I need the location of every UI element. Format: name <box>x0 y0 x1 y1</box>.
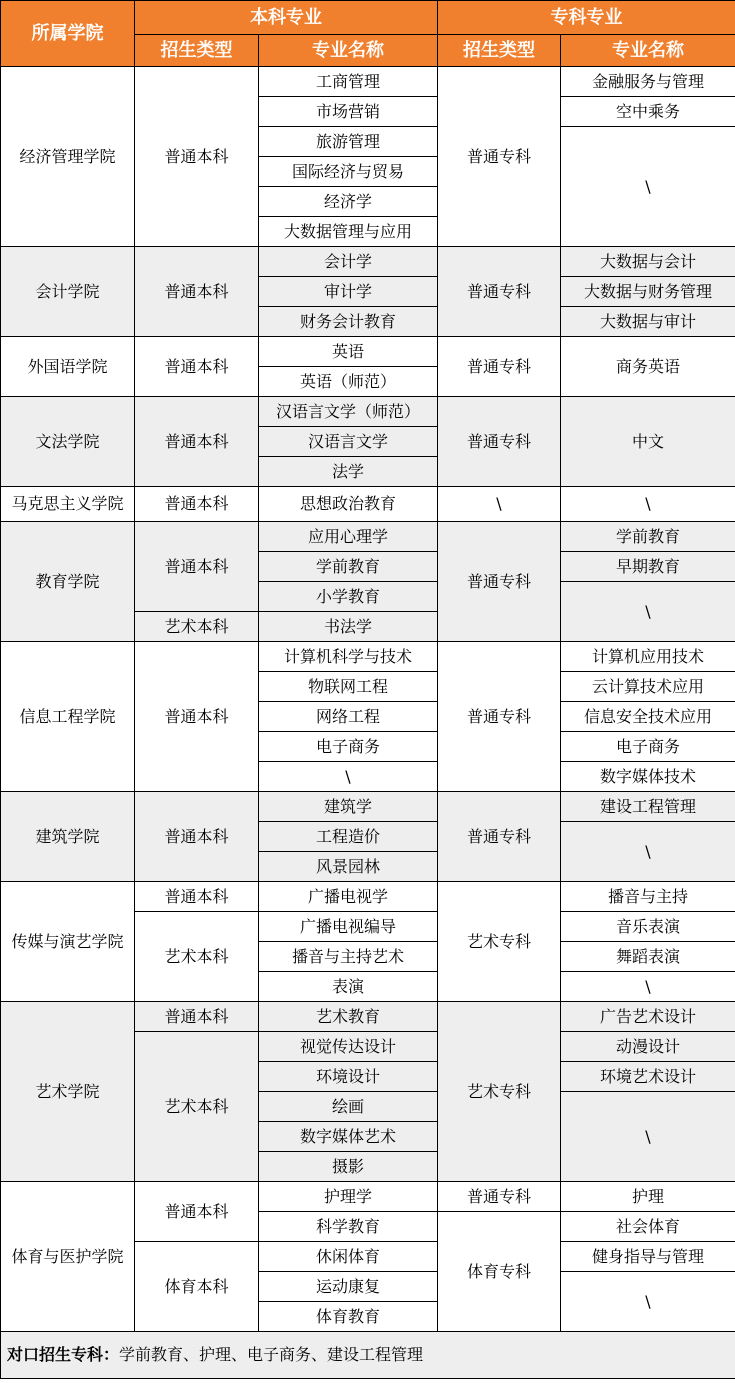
junior-major: 学前教育 <box>561 522 735 552</box>
undergrad-major: 应用心理学 <box>259 522 438 552</box>
table-row <box>1 792 735 822</box>
junior-major: 大数据与会计 <box>561 247 735 277</box>
table-row <box>1 67 735 97</box>
table-row <box>1 487 735 522</box>
undergrad-type: 普通本科 <box>135 337 259 397</box>
undergrad-major: 环境设计 <box>259 1062 438 1092</box>
junior-major: \ <box>561 127 735 247</box>
undergrad-major: 思想政治教育 <box>259 487 438 522</box>
junior-major: 商务英语 <box>561 337 735 397</box>
undergrad-major: 数字媒体艺术 <box>259 1122 438 1152</box>
footer-text: 学前教育、护理、电子商务、建设工程管理 <box>119 1345 424 1364</box>
table-row <box>1 642 735 672</box>
undergrad-major: 市场营销 <box>259 97 438 127</box>
undergrad-major: 视觉传达设计 <box>259 1032 438 1062</box>
junior-major: 广告艺术设计 <box>561 1002 735 1032</box>
undergrad-major: 体育教育 <box>259 1302 438 1332</box>
college-group <box>1 1182 735 1332</box>
junior-major: 早期教育 <box>561 552 735 582</box>
junior-type: 普通专科 <box>438 642 561 792</box>
junior-type: 普通专科 <box>438 247 561 337</box>
junior-major: \ <box>561 822 735 882</box>
junior-major: 舞蹈表演 <box>561 942 735 972</box>
undergrad-type: 艺术本科 <box>135 912 259 1002</box>
college-group <box>1 397 735 487</box>
undergrad-type: 普通本科 <box>135 487 259 522</box>
college-name: 信息工程学院 <box>1 642 135 792</box>
college-name: 艺术学院 <box>1 1002 135 1182</box>
undergrad-major: 休闲体育 <box>259 1242 438 1272</box>
undergrad-major: 风景园林 <box>259 852 438 882</box>
undergrad-type: 普通本科 <box>135 1182 259 1242</box>
undergrad-type: 艺术本科 <box>135 1032 259 1182</box>
junior-major: 护理 <box>561 1182 735 1212</box>
college-name: 建筑学院 <box>1 792 135 882</box>
junior-enroll-type-header: 招生类型 <box>438 35 561 67</box>
college-header: 所属学院 <box>1 1 135 67</box>
table-row <box>1 882 735 912</box>
undergrad-major: 工程造价 <box>259 822 438 852</box>
footer-label: 对口招生专科： <box>7 1345 120 1364</box>
table-row <box>1 1002 735 1032</box>
college-group <box>1 1002 735 1182</box>
undergrad-major: 绘画 <box>259 1092 438 1122</box>
college-group <box>1 882 735 1002</box>
undergrad-major: 旅游管理 <box>259 127 438 157</box>
undergrad-type: 普通本科 <box>135 247 259 337</box>
junior-major: 云计算技术应用 <box>561 672 735 702</box>
undergrad-major: \ <box>259 762 438 792</box>
college-group <box>1 487 735 522</box>
footer-row <box>1 1332 735 1379</box>
undergrad-major: 电子商务 <box>259 732 438 762</box>
college-group <box>1 247 735 337</box>
junior-major: \ <box>561 972 735 1002</box>
junior-type: 体育专科 <box>438 1212 561 1332</box>
junior-major: 播音与主持 <box>561 882 735 912</box>
college-name: 会计学院 <box>1 247 135 337</box>
junior-major: 中文 <box>561 397 735 487</box>
undergrad-major-name-header: 专业名称 <box>259 35 438 67</box>
junior-major: 建设工程管理 <box>561 792 735 822</box>
college-name: 教育学院 <box>1 522 135 642</box>
undergrad-major: 书法学 <box>259 612 438 642</box>
junior-major: \ <box>561 582 735 642</box>
undergrad-major: 护理学 <box>259 1182 438 1212</box>
junior-type: 普通专科 <box>438 337 561 397</box>
undergrad-type: 普通本科 <box>135 67 259 247</box>
junior-major: 金融服务与管理 <box>561 67 735 97</box>
undergrad-major: 英语 <box>259 337 438 367</box>
junior-type: 普通专科 <box>438 1182 561 1212</box>
junior-major: 音乐表演 <box>561 912 735 942</box>
undergrad-major: 英语（师范） <box>259 367 438 397</box>
undergrad-enroll-type-header: 招生类型 <box>135 35 259 67</box>
table-header <box>1 1 735 67</box>
junior-major: 空中乘务 <box>561 97 735 127</box>
table-footer <box>1 1332 735 1379</box>
undergrad-type: 艺术本科 <box>135 612 259 642</box>
undergrad-major: 建筑学 <box>259 792 438 822</box>
junior-major: 电子商务 <box>561 732 735 762</box>
undergrad-type: 普通本科 <box>135 642 259 792</box>
college-name: 体育与医护学院 <box>1 1182 135 1332</box>
undergrad-type: 普通本科 <box>135 397 259 487</box>
junior-major: 大数据与财务管理 <box>561 277 735 307</box>
table-row <box>1 247 735 277</box>
junior-major: \ <box>561 1272 735 1332</box>
undergrad-major: 艺术教育 <box>259 1002 438 1032</box>
junior-type: 艺术专科 <box>438 882 561 1002</box>
college-name: 传媒与演艺学院 <box>1 882 135 1002</box>
undergrad-major: 物联网工程 <box>259 672 438 702</box>
junior-major: 健身指导与管理 <box>561 1242 735 1272</box>
undergrad-major: 会计学 <box>259 247 438 277</box>
college-name: 马克思主义学院 <box>1 487 135 522</box>
college-group <box>1 522 735 642</box>
junior-major: 计算机应用技术 <box>561 642 735 672</box>
undergrad-header: 本科专业 <box>135 1 438 35</box>
table-row <box>1 1182 735 1212</box>
undergrad-type: 普通本科 <box>135 1002 259 1032</box>
college-group <box>1 67 735 247</box>
junior-major: 大数据与审计 <box>561 307 735 337</box>
junior-type: \ <box>438 487 561 522</box>
junior-major: 社会体育 <box>561 1212 735 1242</box>
undergrad-type: 普通本科 <box>135 792 259 882</box>
undergrad-major: 小学教育 <box>259 582 438 612</box>
undergrad-major: 表演 <box>259 972 438 1002</box>
undergrad-major: 经济学 <box>259 187 438 217</box>
junior-major: \ <box>561 487 735 522</box>
undergrad-type: 普通本科 <box>135 882 259 912</box>
junior-major: 数字媒体技术 <box>561 762 735 792</box>
junior-header: 专科专业 <box>438 1 735 35</box>
college-group <box>1 642 735 792</box>
undergrad-major: 国际经济与贸易 <box>259 157 438 187</box>
college-name: 经济管理学院 <box>1 67 135 247</box>
undergrad-major: 网络工程 <box>259 702 438 732</box>
table-row <box>1 397 735 427</box>
junior-type: 普通专科 <box>438 792 561 882</box>
junior-major-name-header: 专业名称 <box>561 35 735 67</box>
junior-type: 艺术专科 <box>438 1002 561 1182</box>
undergrad-major: 计算机科学与技术 <box>259 642 438 672</box>
junior-major: 动漫设计 <box>561 1032 735 1062</box>
junior-type: 普通专科 <box>438 397 561 487</box>
table-row <box>1 337 735 367</box>
undergrad-major: 大数据管理与应用 <box>259 217 438 247</box>
undergrad-major: 审计学 <box>259 277 438 307</box>
undergrad-major: 汉语言文学（师范） <box>259 397 438 427</box>
college-name: 外国语学院 <box>1 337 135 397</box>
junior-major: \ <box>561 1092 735 1182</box>
junior-type: 普通专科 <box>438 67 561 247</box>
undergrad-major: 广播电视学 <box>259 882 438 912</box>
undergrad-type: 普通本科 <box>135 522 259 612</box>
table-row <box>1 522 735 552</box>
undergrad-major: 运动康复 <box>259 1272 438 1302</box>
undergrad-major: 汉语言文学 <box>259 427 438 457</box>
undergrad-major: 财务会计教育 <box>259 307 438 337</box>
college-group <box>1 792 735 882</box>
undergrad-major: 播音与主持艺术 <box>259 942 438 972</box>
undergrad-major: 广播电视编导 <box>259 912 438 942</box>
college-group <box>1 337 735 397</box>
undergrad-major: 工商管理 <box>259 67 438 97</box>
junior-major: 信息安全技术应用 <box>561 702 735 732</box>
undergrad-major: 科学教育 <box>259 1212 438 1242</box>
junior-type: 普通专科 <box>438 522 561 642</box>
undergrad-major: 学前教育 <box>259 552 438 582</box>
undergrad-major: 摄影 <box>259 1152 438 1182</box>
undergrad-type: 体育本科 <box>135 1242 259 1332</box>
junior-major: 环境艺术设计 <box>561 1062 735 1092</box>
college-name: 文法学院 <box>1 397 135 487</box>
footer-cell <box>1 1332 735 1379</box>
undergrad-major: 法学 <box>259 457 438 487</box>
